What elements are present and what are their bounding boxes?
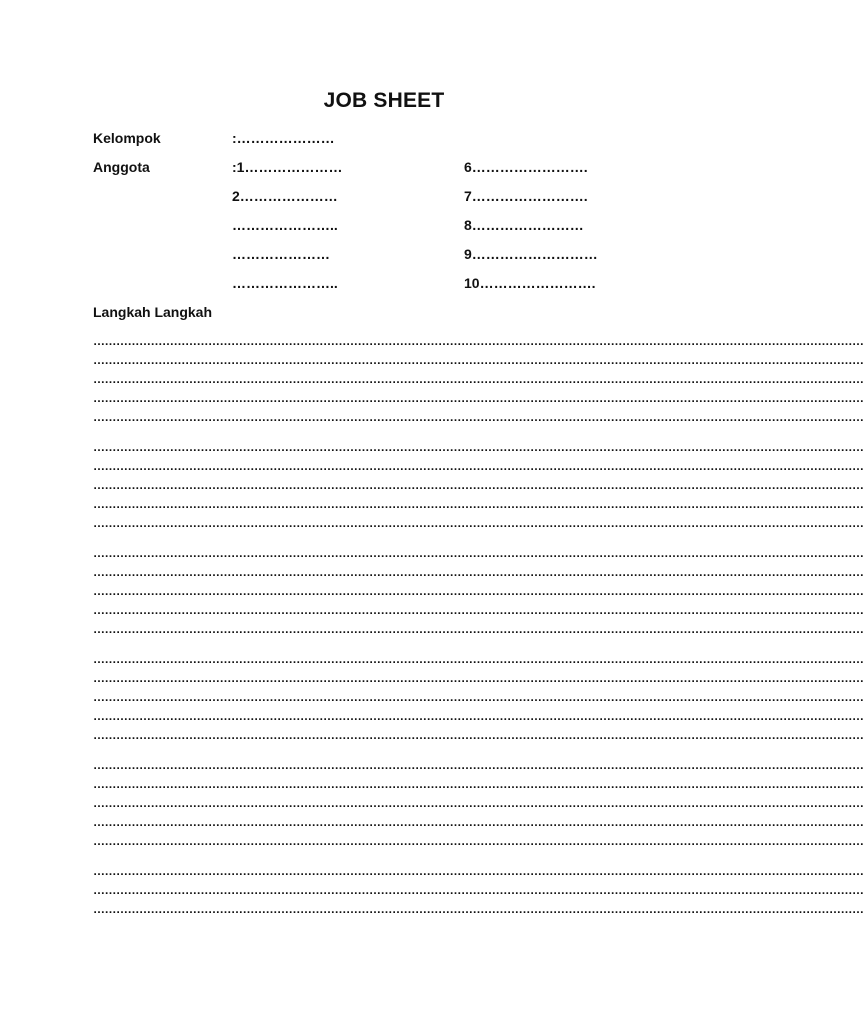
- dotted-line: …………………………………………………………………………………………………………………………………………………………………………………: [93, 516, 864, 530]
- anggota-field-1: :1…………………: [232, 159, 343, 175]
- dotted-line: …………………………………………………………………………………………………………………………………………………………………………………: [93, 671, 864, 685]
- dotted-line: …………………………………………………………………………………………………………………………………………………………………………………: [93, 410, 864, 424]
- dotted-line: …………………………………………………………………………………………………………………………………………………………………………………: [93, 478, 864, 492]
- dotted-line: …………………………………………………………………………………………………………………………………………………………………………………: [93, 391, 864, 405]
- dotted-line: …………………………………………………………………………………………………………………………………………………………………………………: [93, 864, 864, 878]
- anggota-label: Anggota: [93, 159, 150, 175]
- anggota-field-3: …………………..: [232, 217, 338, 233]
- dotted-line: …………………………………………………………………………………………………………………………………………………………………………………: [93, 603, 864, 617]
- dotted-line: …………………………………………………………………………………………………………………………………………………………………………………: [93, 497, 864, 511]
- anggota-field-7: 7…………………….: [464, 188, 588, 204]
- anggota-field-6: 6…………………….: [464, 159, 588, 175]
- dotted-line: …………………………………………………………………………………………………………………………………………………………………………………: [93, 440, 864, 454]
- dotted-line: …………………………………………………………………………………………………………………………………………………………………………………: [93, 902, 864, 916]
- dotted-line: …………………………………………………………………………………………………………………………………………………………………………………: [93, 622, 864, 636]
- anggota-field-2: 2…………………: [232, 188, 338, 204]
- dotted-line: …………………………………………………………………………………………………………………………………………………………………………………: [93, 815, 864, 829]
- dotted-line: …………………………………………………………………………………………………………………………………………………………………………………: [93, 834, 864, 848]
- dotted-line: …………………………………………………………………………………………………………………………………………………………………………………: [93, 883, 864, 897]
- dotted-line: …………………………………………………………………………………………………………………………………………………………………………………: [93, 546, 864, 560]
- anggota-field-5: …………………..: [232, 275, 338, 291]
- page-title: JOB SHEET: [323, 89, 445, 112]
- dotted-line: …………………………………………………………………………………………………………………………………………………………………………………: [93, 690, 864, 704]
- anggota-field-4: …………………: [232, 246, 330, 262]
- dotted-line: …………………………………………………………………………………………………………………………………………………………………………………: [93, 728, 864, 742]
- dotted-line: …………………………………………………………………………………………………………………………………………………………………………………: [93, 372, 864, 386]
- anggota-field-8: 8……………………: [464, 217, 584, 233]
- dotted-line: …………………………………………………………………………………………………………………………………………………………………………………: [93, 353, 864, 367]
- dotted-line: …………………………………………………………………………………………………………………………………………………………………………………: [93, 565, 864, 579]
- dotted-line: …………………………………………………………………………………………………………………………………………………………………………………: [93, 584, 864, 598]
- dotted-line: …………………………………………………………………………………………………………………………………………………………………………………: [93, 459, 864, 473]
- langkah-label: Langkah Langkah: [93, 304, 213, 320]
- dotted-line: …………………………………………………………………………………………………………………………………………………………………………………: [93, 709, 864, 723]
- anggota-field-10: 10…………………….: [464, 275, 596, 291]
- dotted-line: …………………………………………………………………………………………………………………………………………………………………………………: [93, 758, 864, 772]
- kelompok-label: Kelompok: [93, 130, 161, 146]
- anggota-field-9: 9………………………: [464, 246, 598, 262]
- dotted-line: …………………………………………………………………………………………………………………………………………………………………………………: [93, 796, 864, 810]
- dotted-line: …………………………………………………………………………………………………………………………………………………………………………………: [93, 777, 864, 791]
- dotted-line: …………………………………………………………………………………………………………………………………………………………………………………: [93, 652, 864, 666]
- kelompok-field: :…………………: [232, 130, 335, 146]
- dotted-line: …………………………………………………………………………………………………………………………………………………………………………………: [93, 334, 864, 348]
